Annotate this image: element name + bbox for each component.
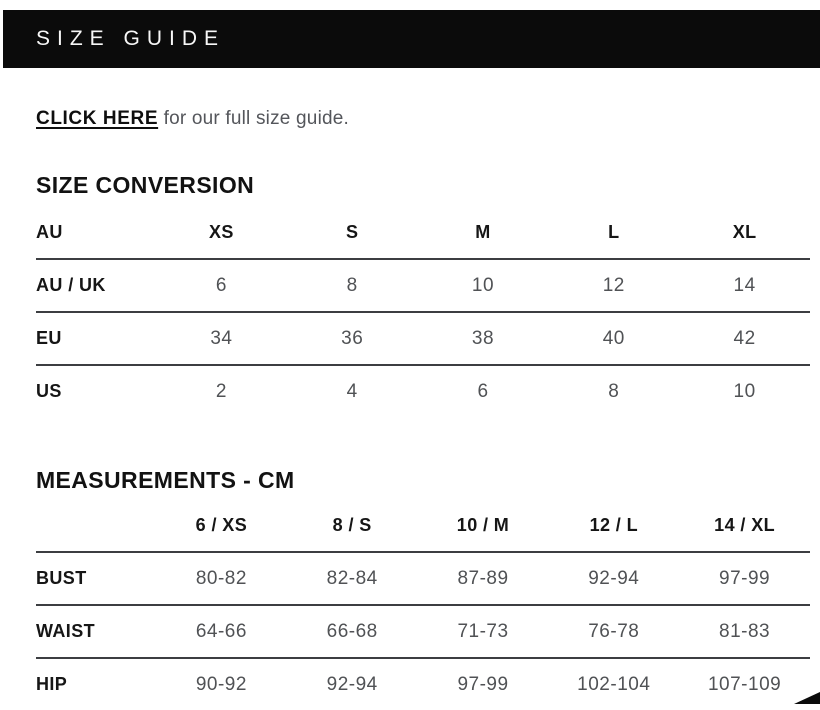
size-value: 14 xyxy=(679,259,810,312)
measurement-value: 92-94 xyxy=(326,673,378,695)
size-value: 6 xyxy=(156,259,287,312)
column-header: 12 / L xyxy=(548,500,679,552)
column-header: XS xyxy=(156,207,287,259)
measurement-value: 90-92 xyxy=(195,673,247,695)
row-label: WAIST xyxy=(36,605,156,658)
measurement-value: 97-99 xyxy=(679,552,810,605)
size-conversion-title: SIZE CONVERSION xyxy=(36,172,255,198)
measurements-table xyxy=(36,500,810,710)
column-header: 8 / S xyxy=(287,500,418,552)
measurement-value: 81-83 xyxy=(679,605,810,658)
size-value: 8 xyxy=(608,380,620,402)
size-value: 10 xyxy=(733,380,756,402)
size-value: 12 xyxy=(548,259,679,312)
size-value: 36 xyxy=(287,312,418,365)
column-header: 6 / XS xyxy=(156,500,287,552)
size-conversion-section xyxy=(0,172,820,417)
table-row-us xyxy=(36,365,810,417)
column-header: L xyxy=(548,207,679,259)
measurement-value: 66-68 xyxy=(287,605,418,658)
column-header: 14 / XL xyxy=(679,500,810,552)
measurement-value: 82-84 xyxy=(287,552,418,605)
measurement-value: 76-78 xyxy=(548,605,679,658)
column-header: M xyxy=(418,207,549,259)
size-value: 4 xyxy=(346,380,358,402)
size-value: 10 xyxy=(418,259,549,312)
size-value: 2 xyxy=(215,380,227,402)
measurements-title: MEASUREMENTS - CM xyxy=(36,467,295,493)
size-value: 6 xyxy=(477,380,489,402)
row-label: HIP xyxy=(36,674,68,694)
measurement-value: 107-109 xyxy=(707,673,782,695)
measurements-header-row xyxy=(36,500,810,552)
table-row-au-uk xyxy=(36,259,810,312)
size-guide-header xyxy=(3,10,820,68)
row-label: EU xyxy=(36,312,156,365)
row-label: US xyxy=(36,381,62,401)
size-value: 42 xyxy=(679,312,810,365)
measurements-section xyxy=(0,467,820,710)
row-label: BUST xyxy=(36,552,156,605)
measurement-value: 80-82 xyxy=(156,552,287,605)
full-size-guide-link[interactable]: CLICK HERE xyxy=(36,108,159,129)
table-row-eu xyxy=(36,312,810,365)
intro-rest-text: for our full size guide. xyxy=(158,108,349,129)
row-label: AU / UK xyxy=(36,259,156,312)
table-row-hip xyxy=(36,658,810,710)
intro-text xyxy=(36,108,784,130)
size-value: 40 xyxy=(548,312,679,365)
page-title: SIZE GUIDE xyxy=(36,27,226,50)
table-row-bust xyxy=(36,552,810,605)
size-conversion-header-row xyxy=(36,207,810,259)
measurement-value: 71-73 xyxy=(418,605,549,658)
column-header xyxy=(36,500,156,552)
measurement-value: 102-104 xyxy=(577,673,651,695)
column-header: XL xyxy=(679,207,810,259)
measurement-value: 97-99 xyxy=(457,673,509,695)
measurement-value: 92-94 xyxy=(548,552,679,605)
size-value: 38 xyxy=(418,312,549,365)
column-header: 10 / M xyxy=(418,500,549,552)
column-header: AU xyxy=(36,207,156,259)
size-value: 34 xyxy=(156,312,287,365)
size-conversion-table xyxy=(36,207,810,417)
column-header: S xyxy=(287,207,418,259)
table-row-waist xyxy=(36,605,810,658)
measurement-value: 64-66 xyxy=(156,605,287,658)
measurement-value: 87-89 xyxy=(418,552,549,605)
size-value: 8 xyxy=(287,259,418,312)
